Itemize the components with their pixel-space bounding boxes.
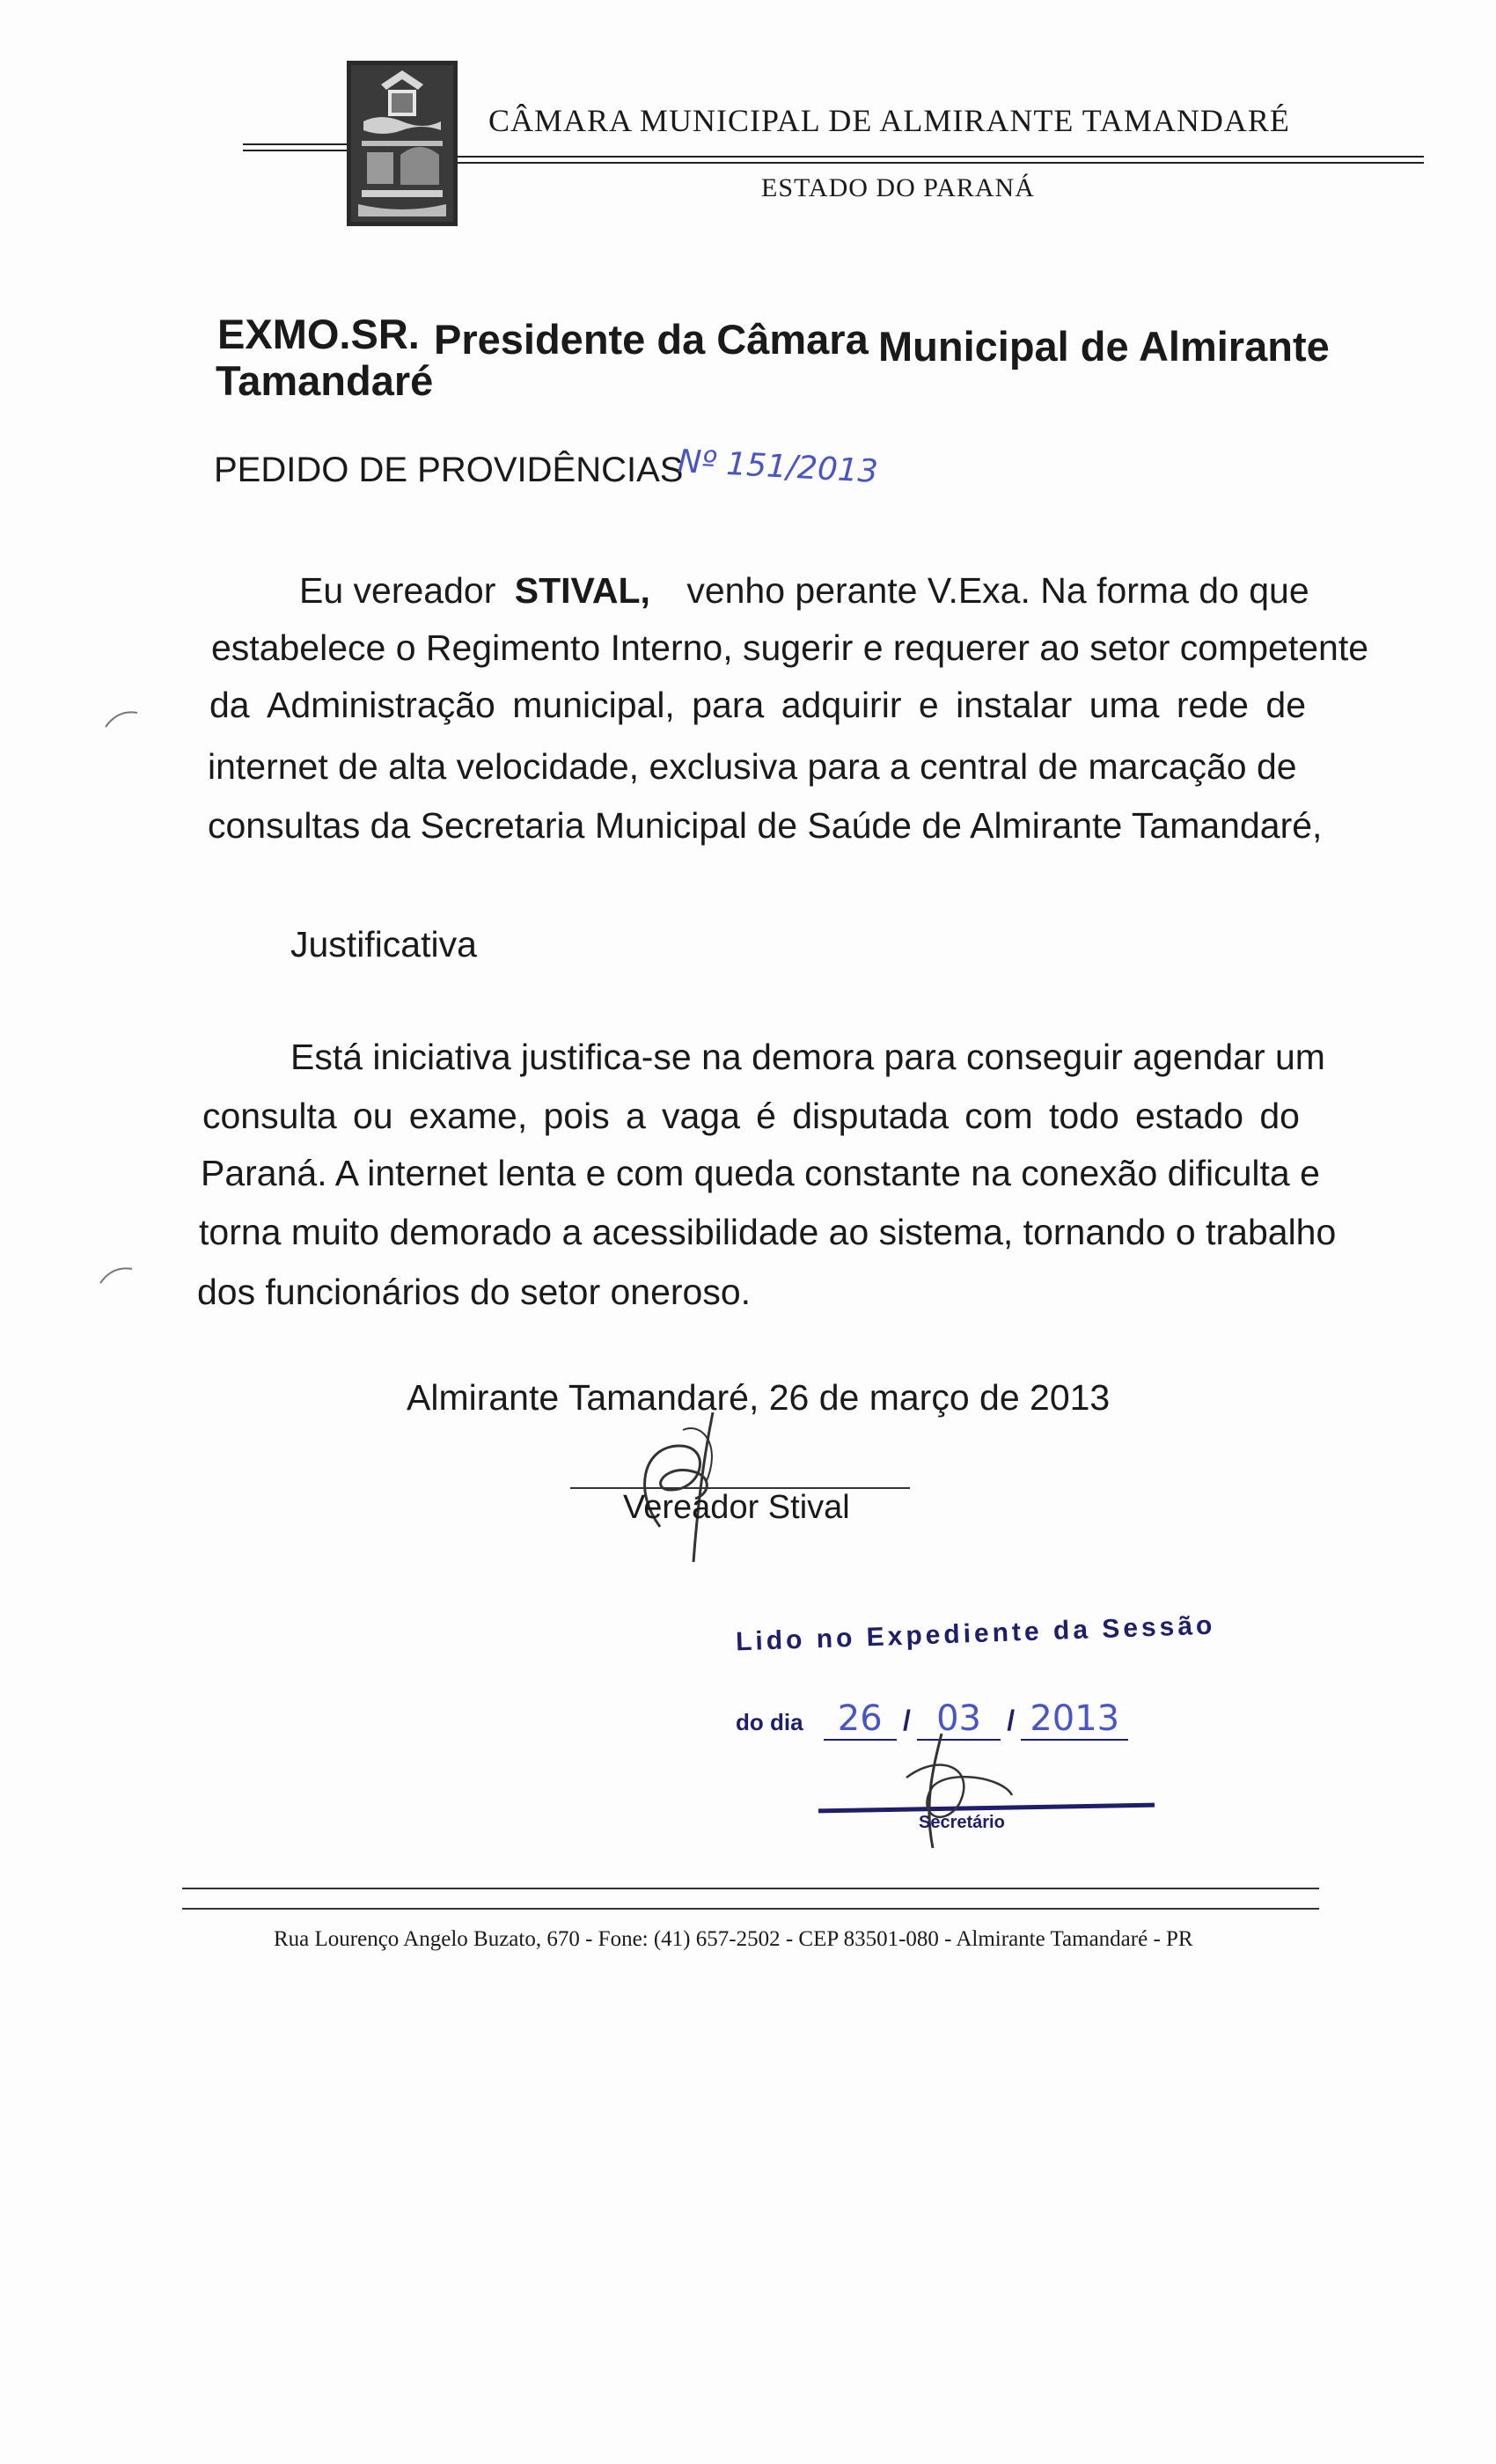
place-and-date: Almirante Tamandaré, 26 de março de 2013 [407,1377,1111,1418]
addressee-salutation: EXMO.SR. [217,311,420,357]
footer-rule [182,1908,1319,1910]
letterhead-rule-right [458,162,1424,164]
municipal-crest-logo [346,60,458,227]
word: uma [1089,685,1160,725]
body-paragraph-2-line-3: Paraná. A internet lenta e com queda constante na conexão dificulta e [201,1153,1320,1193]
body-paragraph-2-line-4: torna muito demorado a acessibilidade ao sistema, tornando o trabalho [199,1212,1337,1252]
stamp-role: Secretário [919,1813,1005,1832]
word: de [1265,685,1306,725]
body-paragraph-2-line-2 [202,1096,1300,1137]
request-label: PEDIDO DE PROVIDÊNCIAS [214,451,684,489]
footer-rule [182,1888,1319,1889]
addressee-city: Tamandaré [216,357,434,404]
body-paragraph-2-line-1: Está iniciativa justifica-se na demora para conseguir agendar um [290,1037,1325,1077]
word: consulta [202,1096,337,1136]
letterhead-rule-right [458,156,1424,158]
word: estado [1135,1096,1244,1136]
word: da [209,685,250,725]
body-paragraph-1-line-5: consultas da Secretaria Municipal de Saúde de Almirante Tamandaré, [208,805,1323,846]
word: Administração [267,685,495,725]
word: e [918,685,939,725]
body-paragraph-1-line-2: estabelece o Regimento Interno, sugerir e requerer ao setor competente [211,627,1369,668]
word: com [964,1096,1033,1136]
punch-mark [102,704,146,730]
letterhead-subtitle: ESTADO DO PARANÁ [761,173,1035,202]
punch-mark [97,1260,141,1287]
word: vaga [661,1096,740,1136]
word: do [1259,1096,1300,1136]
letterhead-title: CÂMARA MUNICIPAL DE ALMIRANTE TAMANDARÉ [488,103,1290,138]
word: disputada [792,1096,950,1136]
word: para [692,685,765,725]
word: adquirir [781,685,902,725]
stamp-line-1: Lido no Expediente da Sessão [735,1610,1216,1657]
addressee-title: Presidente da Câmara [434,316,869,363]
justification-heading: Justificativa [290,924,477,964]
footer-address: Rua Lourenço Angelo Buzato, 670 - Fone: (41) 657-2502 - CEP 83501-080 - Almirante Tamandaré - PR [274,1927,1193,1951]
word: a [625,1096,646,1136]
body-paragraph-1-line-1: Eu vereador STIVAL, venho perante V.Exa. Na forma do que [299,570,1309,611]
stamp-handwritten-signature [880,1716,1038,1857]
addressee-institution: Municipal de Almirante [878,323,1330,370]
signatory-name: Vereador Stival [623,1489,850,1526]
word: todo [1048,1096,1119,1136]
word: municipal, [512,685,675,725]
stamp-date-row: do dia 26 / 03 / 2013 [736,1698,1128,1739]
word: rede [1176,685,1249,725]
body-paragraph-1-line-3 [209,685,1306,726]
word: é [756,1096,776,1136]
handwritten-signature [607,1395,783,1571]
letterhead-rule-left [243,143,347,145]
body-paragraph-2-line-5: dos funcionários do setor oneroso. [197,1272,752,1312]
word: instalar [956,685,1073,725]
word: exame, [408,1096,528,1136]
letterhead-rule-left [243,150,347,151]
word: pois [543,1096,610,1136]
word: ou [352,1096,393,1136]
request-number-handwritten: Nº 151/2013 [677,444,879,490]
body-paragraph-1-line-4: internet de alta velocidade, exclusiva para a central de marcação de [208,746,1297,787]
